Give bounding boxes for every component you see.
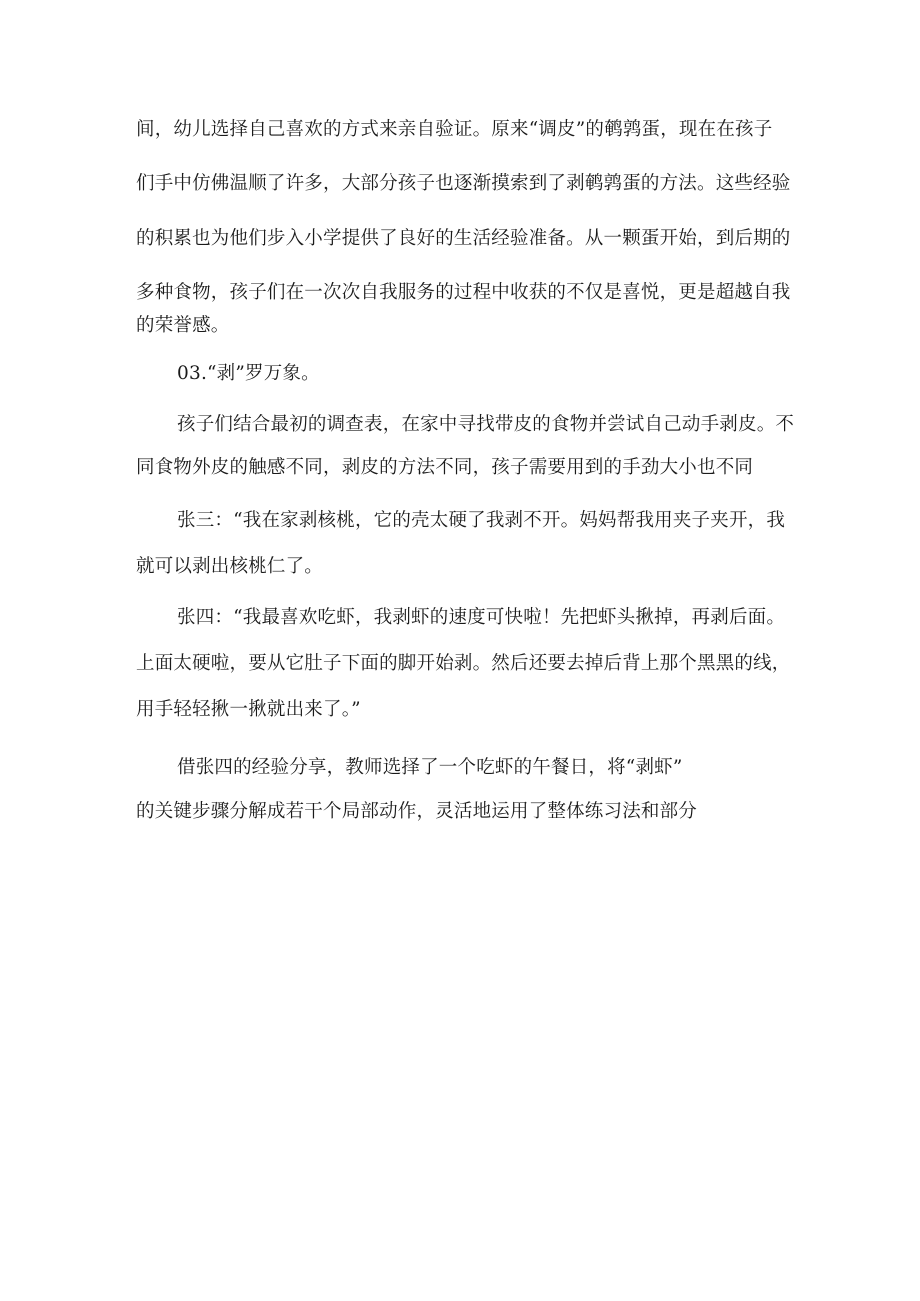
- paragraph-1-line-3: 的积累也为他们步入小学提供了良好的生活经验准备。从一颗蛋开始，到后期的: [136, 228, 791, 249]
- paragraph-4-line-3: 用手轻轻揪一揪就出来了。”: [136, 699, 361, 720]
- paragraph-1-line-1: 间，幼儿选择自己喜欢的方式来亲自验证。原来“调皮”的鹌鹑蛋，现在在孩子: [136, 119, 773, 140]
- paragraph-4-line-2: 上面太硬啦，要从它肚子下面的脚开始剥。然后还要去掉后背上那个黑黑的线，: [136, 653, 791, 674]
- paragraph-3-line-1: 张三：“我在家剥核桃，它的壳太硬了我剥不开。妈妈帮我用夹子夹开，我: [177, 510, 786, 531]
- paragraph-1-line-2: 们手中仿佛温顺了许多，大部分孩子也逐渐摸索到了剥鹌鹑蛋的方法。这些经验: [136, 173, 791, 194]
- paragraph-4-line-1: 张四：“我最喜欢吃虾，我剥虾的速度可快啦！先把虾头揪掉，再剥后面。: [177, 607, 786, 628]
- paragraph-5-line-1: 借张四的经验分享，教师选择了一个吃虾的午餐日，将“剥虾”: [177, 757, 683, 778]
- paragraph-5-line-2: 的关键步骤分解成若干个局部动作，灵活地运用了整体练习法和部分: [136, 801, 698, 822]
- paragraph-1-line-4: 多种食物，孩子们在一次次自我服务的过程中收获的不仅是喜悦，更是超越自我: [136, 282, 791, 303]
- section-heading: 03.“剥”罗万象。: [177, 363, 320, 384]
- paragraph-1-line-5: 的荣誉感。: [136, 315, 230, 336]
- paragraph-2-line-1: 孩子们结合最初的调查表，在家中寻找带皮的食物并尝试自己动手剥皮。不: [177, 414, 795, 435]
- paragraph-2-line-2: 同食物外皮的触感不同，剥皮的方法不同，孩子需要用到的手劲大小也不同: [136, 457, 754, 478]
- paragraph-3-line-2: 就可以剥出核桃仁了。: [136, 556, 324, 577]
